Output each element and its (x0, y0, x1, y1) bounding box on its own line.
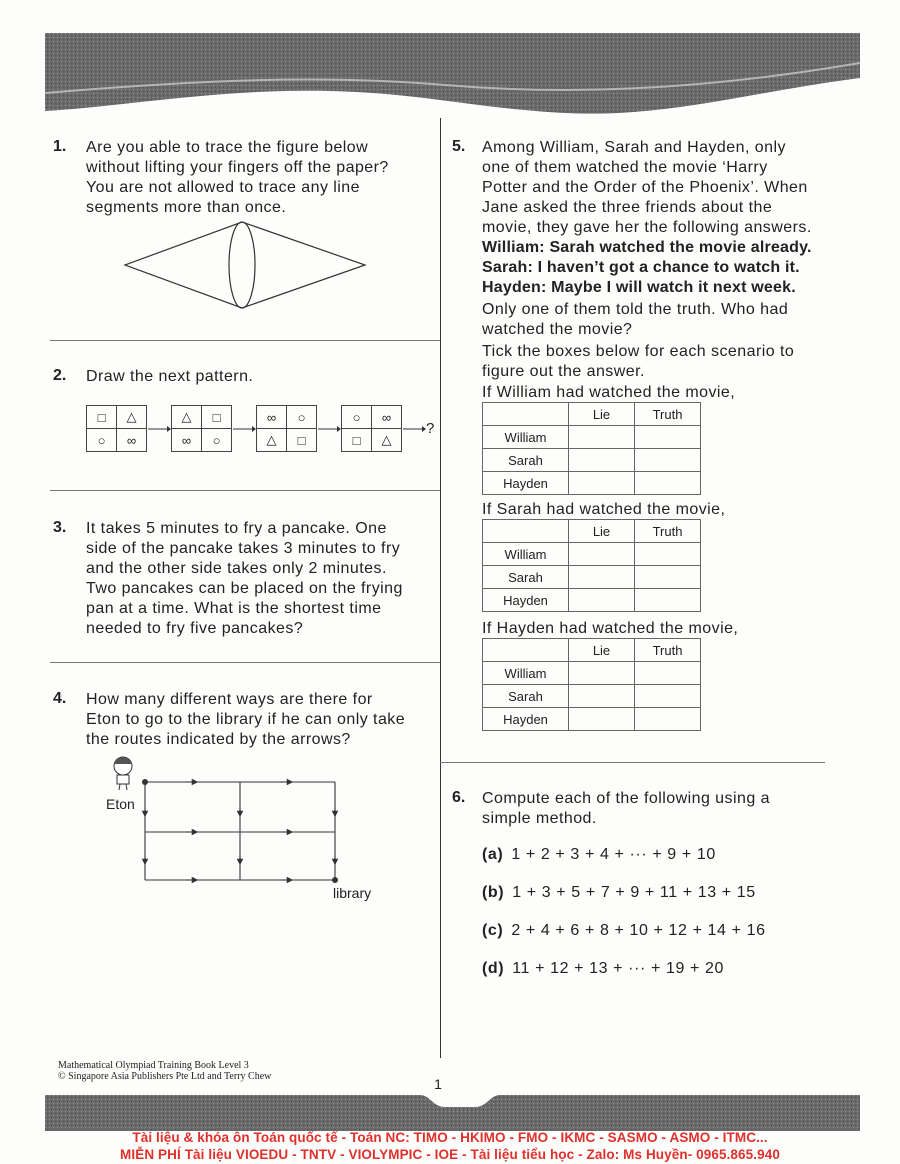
tick-cell[interactable] (635, 426, 701, 449)
tick-cell[interactable] (569, 543, 635, 566)
tick-cell[interactable] (635, 543, 701, 566)
question-5-instruction: Tick the boxes below for each scenario to figure out the answer. (482, 343, 795, 380)
tick-cell[interactable] (569, 426, 635, 449)
question-5-question: Only one of them told the truth. Who had watched the movie? (482, 301, 789, 338)
tick-cell[interactable] (635, 589, 701, 612)
tick-cell[interactable] (569, 449, 635, 472)
question-1-text: Are you able to trace the figure below without lifting your fingers off the paper? You are not allowed to trace any line segments more than once. (86, 139, 389, 216)
tick-cell[interactable] (635, 708, 701, 731)
end-label: library (333, 885, 372, 901)
tick-cell[interactable] (635, 472, 701, 495)
truth-table-william: Lie Truth William Sarah Hayden (482, 402, 701, 495)
question-1-number: 1. (53, 138, 67, 155)
footer-band (45, 1095, 860, 1131)
separator-q5 (440, 762, 825, 763)
tick-cell[interactable] (635, 662, 701, 685)
header-wave-banner (45, 33, 860, 118)
question-6-text: Compute each of the following using a simple method. (482, 790, 770, 827)
separator-q1 (50, 340, 440, 341)
arrow-right-icon (317, 424, 341, 434)
tick-cell[interactable] (635, 566, 701, 589)
tick-cell[interactable] (635, 449, 701, 472)
scenario-william-label: If William had watched the movie, (482, 384, 736, 401)
separator-q2 (50, 490, 440, 491)
calc-item-c: (c) 2 + 4 + 6 + 8 + 10 + 12 + 14 + 16 (482, 922, 766, 939)
question-5-answers: William: Sarah watched the movie already. Sarah: I haven’t got a chance to watch it. Hayden: Maybe I will watch it next week. (482, 239, 812, 296)
arrow-right-icon (232, 424, 256, 434)
arrow-right-icon (402, 424, 426, 434)
scenario-hayden-label: If Hayden had watched the movie, (482, 620, 739, 637)
page-number: 1 (434, 1076, 442, 1092)
calc-item-d: (d) 11 + 12 + 13 + ··· + 19 + 20 (482, 960, 724, 977)
pattern-box-1: □ △ ○ ∞ (86, 405, 147, 452)
boy-eton-icon (114, 757, 132, 790)
pattern-box-2: △ □ ∞ ○ (171, 405, 232, 452)
truth-table-hayden: Lie Truth William Sarah Hayden (482, 638, 701, 731)
question-3-text: It takes 5 minutes to fry a pancake. One side of the pancake takes 3 minutes to fry and the other side takes only 2 minutes. Two pancakes can be placed on the frying pan at a time. What is the shortest time needed to fry five pancakes? (86, 520, 403, 637)
calc-item-a: (a) 1 + 2 + 3 + 4 + ··· + 9 + 10 (482, 846, 716, 863)
tick-cell[interactable] (569, 589, 635, 612)
copyright-note: Mathematical Olympiad Training Book Level 3 © Singapore Asia Publishers Pte Ltd and Terry Chew (58, 1060, 272, 1082)
separator-q3 (50, 662, 440, 663)
promo-line-1: Tài liệu & khóa ôn Toán quốc tế - Toán NC: TIMO - HKIMO - FMO - IKMC - SASMO - ASMO - ITMC... (132, 1130, 768, 1145)
tick-cell[interactable] (635, 685, 701, 708)
arrow-right-icon (147, 424, 171, 434)
tick-cell[interactable] (569, 708, 635, 731)
pattern-question-mark: ? (426, 420, 435, 437)
start-label: Eton (106, 796, 135, 812)
tick-cell[interactable] (569, 472, 635, 495)
column-divider (440, 118, 441, 1058)
pattern-sequence (86, 405, 434, 452)
question-6-number: 6. (452, 789, 466, 806)
question-5-number: 5. (452, 138, 466, 155)
calc-item-b: (b) 1 + 3 + 5 + 7 + 9 + 11 + 13 + 15 (482, 884, 756, 901)
question-4-number: 4. (53, 690, 67, 707)
promo-line-2: MIỄN PHÍ Tài liệu VIOEDU - TNTV - VIOLYMPIC - IOE - Tài liệu tiểu học - Zalo: Ms Huyền- 0965.865.940 (120, 1147, 780, 1162)
tick-cell[interactable] (569, 566, 635, 589)
scenario-sarah-label: If Sarah had watched the movie, (482, 501, 726, 518)
route-grid-diagram (100, 752, 390, 892)
tick-cell[interactable] (569, 685, 635, 708)
diamond-ellipse-figure (120, 220, 370, 310)
question-3-number: 3. (53, 519, 67, 536)
pattern-box-4: ○ ∞ □ △ (341, 405, 402, 452)
truth-table-sarah: Lie Truth William Sarah Hayden (482, 519, 701, 612)
pattern-box-3: ∞ ○ △ □ (256, 405, 317, 452)
question-4-text: How many different ways are there for Eton to go to the library if he can only take the routes indicated by the arrows? (86, 691, 406, 748)
question-5-text: Among William, Sarah and Hayden, only one of them watched the movie ‘Harry Potter and the Order of the Phoenix’. When Jane asked the three friends about the movie, they gave her the following answers. (482, 139, 812, 236)
question-2-number: 2. (53, 367, 67, 384)
tick-cell[interactable] (569, 662, 635, 685)
question-2-text: Draw the next pattern. (86, 368, 254, 385)
